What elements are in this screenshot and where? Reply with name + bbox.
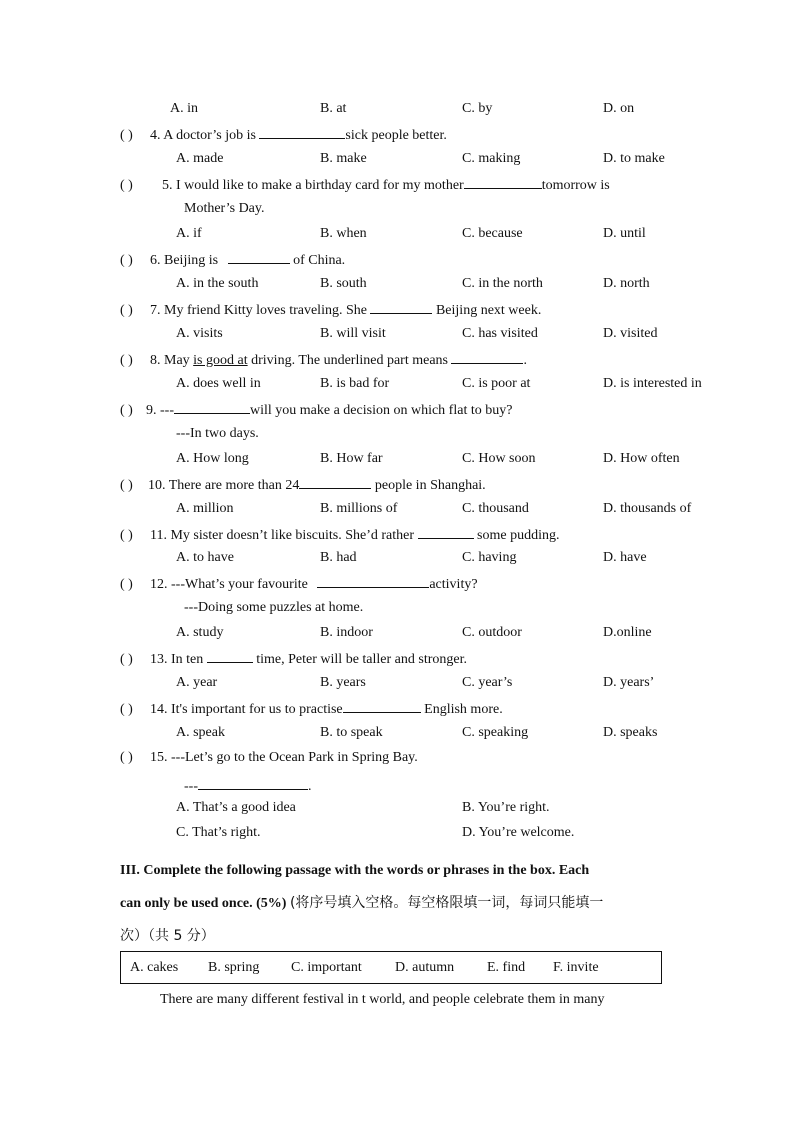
question-6: ( ) 6. Beijing is of China. bbox=[120, 250, 345, 270]
answer-blank[interactable] bbox=[451, 350, 523, 364]
question-9-response: ---In two days. bbox=[176, 426, 259, 441]
q8-option-a[interactable]: A. does well in bbox=[176, 376, 261, 391]
answer-blank[interactable] bbox=[259, 125, 345, 139]
answer-blank[interactable] bbox=[317, 574, 429, 588]
question-9: ( ) 9. --- will you make a decision on which flat to buy? bbox=[120, 400, 512, 420]
q5-option-c[interactable]: C. because bbox=[462, 226, 523, 241]
q11-option-d[interactable]: D. have bbox=[603, 550, 647, 565]
section-3-instruction-line1: III. Complete the following passage with the words or phrases in the box. Each bbox=[120, 863, 590, 878]
answer-paren[interactable]: ( ) bbox=[120, 178, 133, 193]
word-bank-item: F. invite bbox=[553, 960, 599, 975]
q10-option-b[interactable]: B. millions of bbox=[320, 501, 398, 516]
question-11: ( ) 11. My sister doesn’t like biscuits. She’d rather some pudding. bbox=[120, 525, 559, 545]
q13-option-c[interactable]: C. year’s bbox=[462, 675, 513, 690]
answer-blank[interactable] bbox=[207, 649, 253, 663]
question-12: ( ) 12. ---What’s your favourite activity? bbox=[120, 574, 478, 594]
prev-option-b: B. at bbox=[320, 101, 347, 116]
q6-option-b[interactable]: B. south bbox=[320, 276, 367, 291]
question-15-response: --- . bbox=[184, 776, 312, 796]
q14-option-a[interactable]: A. speak bbox=[176, 725, 225, 740]
question-7: ( ) 7. My friend Kitty loves traveling. She Beijing next week. bbox=[120, 300, 541, 320]
q10-option-d[interactable]: D. thousands of bbox=[603, 501, 692, 516]
q7-option-c[interactable]: C. has visited bbox=[462, 326, 538, 341]
q8-option-d[interactable]: D. is interested in bbox=[603, 376, 702, 391]
word-bank-item: E. find bbox=[487, 960, 526, 975]
answer-blank[interactable] bbox=[198, 776, 308, 790]
q10-option-c[interactable]: C. thousand bbox=[462, 501, 529, 516]
q12-option-b[interactable]: B. indoor bbox=[320, 625, 373, 640]
answer-blank[interactable] bbox=[464, 175, 542, 189]
q4-option-d[interactable]: D. to make bbox=[603, 151, 665, 166]
q13-option-a[interactable]: A. year bbox=[176, 675, 218, 690]
q15-option-b[interactable]: B. You’re right. bbox=[462, 800, 550, 815]
q10-option-a[interactable]: A. million bbox=[176, 501, 234, 516]
q7-option-b[interactable]: B. will visit bbox=[320, 326, 386, 341]
answer-paren[interactable]: ( ) bbox=[120, 702, 133, 717]
q9-option-a[interactable]: A. How long bbox=[176, 451, 249, 466]
q4-option-a[interactable]: A. made bbox=[176, 151, 224, 166]
q6-option-d[interactable]: D. north bbox=[603, 276, 650, 291]
q5-option-a[interactable]: A. if bbox=[176, 226, 202, 241]
question-12-response: ---Doing some puzzles at home. bbox=[184, 600, 364, 615]
q8-option-b[interactable]: B. is bad for bbox=[320, 376, 390, 391]
answer-blank[interactable] bbox=[418, 525, 474, 539]
word-bank-item: C. important bbox=[291, 960, 362, 975]
q15-option-c[interactable]: C. That’s right. bbox=[176, 825, 261, 840]
answer-paren[interactable]: ( ) bbox=[120, 403, 133, 418]
q5-option-d[interactable]: D. until bbox=[603, 226, 646, 241]
q15-option-d[interactable]: D. You’re welcome. bbox=[462, 825, 575, 840]
question-14: ( ) 14. It's important for us to practise English more. bbox=[120, 699, 503, 719]
answer-blank[interactable] bbox=[299, 475, 371, 489]
q9-option-d[interactable]: D. How often bbox=[603, 451, 680, 466]
q14-option-d[interactable]: D. speaks bbox=[603, 725, 658, 740]
prev-option-d: D. on bbox=[603, 101, 635, 116]
q4-option-b[interactable]: B. make bbox=[320, 151, 367, 166]
answer-paren[interactable]: ( ) bbox=[120, 303, 133, 318]
q15-option-a[interactable]: A. That’s a good idea bbox=[176, 800, 296, 815]
passage-line: There are many different festival in t world, and people celebrate them in many bbox=[160, 992, 605, 1007]
answer-blank[interactable] bbox=[228, 250, 290, 264]
word-bank-box bbox=[120, 951, 662, 984]
q13-option-d[interactable]: D. years’ bbox=[603, 675, 655, 690]
q6-option-c[interactable]: C. in the north bbox=[462, 276, 543, 291]
prev-option-a: A. in bbox=[170, 101, 198, 116]
section-3-heading bbox=[120, 855, 680, 952]
answer-paren[interactable]: ( ) bbox=[120, 478, 133, 493]
q7-option-d[interactable]: D. visited bbox=[603, 326, 658, 341]
answer-paren[interactable]: ( ) bbox=[120, 750, 133, 765]
word-bank-item: D. autumn bbox=[395, 960, 455, 975]
q12-option-c[interactable]: C. outdoor bbox=[462, 625, 522, 640]
question-10: ( ) 10. There are more than 24 people in Shanghai. bbox=[120, 475, 486, 495]
word-bank-item: A. cakes bbox=[130, 960, 179, 975]
q8-option-c[interactable]: C. is poor at bbox=[462, 376, 531, 391]
underlined-phrase: is good at bbox=[193, 353, 248, 368]
q7-option-a[interactable]: A. visits bbox=[176, 326, 223, 341]
section-3-instruction-line3: 次）（共 5 分） bbox=[120, 928, 215, 944]
answer-paren[interactable]: ( ) bbox=[120, 128, 133, 143]
question-13: ( ) 13. In ten time, Peter will be taller and stronger. bbox=[120, 649, 467, 669]
q13-option-b[interactable]: B. years bbox=[320, 675, 366, 690]
question-5-continuation: Mother’s Day. bbox=[184, 201, 265, 216]
answer-paren[interactable]: ( ) bbox=[120, 353, 133, 368]
question-15: ( ) 15. ---Let’s go to the Ocean Park in Spring Bay. bbox=[120, 750, 418, 765]
q6-option-a[interactable]: A. in the south bbox=[176, 276, 259, 291]
answer-blank[interactable] bbox=[343, 699, 421, 713]
q11-option-c[interactable]: C. having bbox=[462, 550, 517, 565]
answer-paren[interactable]: ( ) bbox=[120, 253, 133, 268]
q9-option-c[interactable]: C. How soon bbox=[462, 451, 536, 466]
section-3-instruction-line2: can only be used once. (5%) (将序号填入空格。每空格限填一词，每词只能填一 bbox=[120, 895, 604, 911]
question-4: ( ) 4. A doctor’s job is sick people better. bbox=[120, 125, 447, 145]
q4-option-c[interactable]: C. making bbox=[462, 151, 521, 166]
answer-paren[interactable]: ( ) bbox=[120, 577, 133, 592]
question-5: ( ) 5. I would like to make a birthday card for my mother tomorrow is bbox=[120, 175, 610, 195]
answer-blank[interactable] bbox=[370, 300, 432, 314]
q12-option-d[interactable]: D.online bbox=[603, 625, 652, 640]
prev-option-c: C. by bbox=[462, 101, 493, 116]
q12-option-a[interactable]: A. study bbox=[176, 625, 224, 640]
q14-option-c[interactable]: C. speaking bbox=[462, 725, 529, 740]
answer-paren[interactable]: ( ) bbox=[120, 652, 133, 667]
q11-option-b[interactable]: B. had bbox=[320, 550, 357, 565]
q9-option-b[interactable]: B. How far bbox=[320, 451, 383, 466]
q11-option-a[interactable]: A. to have bbox=[176, 550, 234, 565]
answer-blank[interactable] bbox=[174, 400, 250, 414]
question-8: ( ) 8. May is good at driving. The underlined part means . bbox=[120, 350, 527, 370]
q14-option-b[interactable]: B. to speak bbox=[320, 725, 383, 740]
word-bank-item: B. spring bbox=[208, 960, 260, 975]
q5-option-b[interactable]: B. when bbox=[320, 226, 367, 241]
answer-paren[interactable]: ( ) bbox=[120, 528, 133, 543]
